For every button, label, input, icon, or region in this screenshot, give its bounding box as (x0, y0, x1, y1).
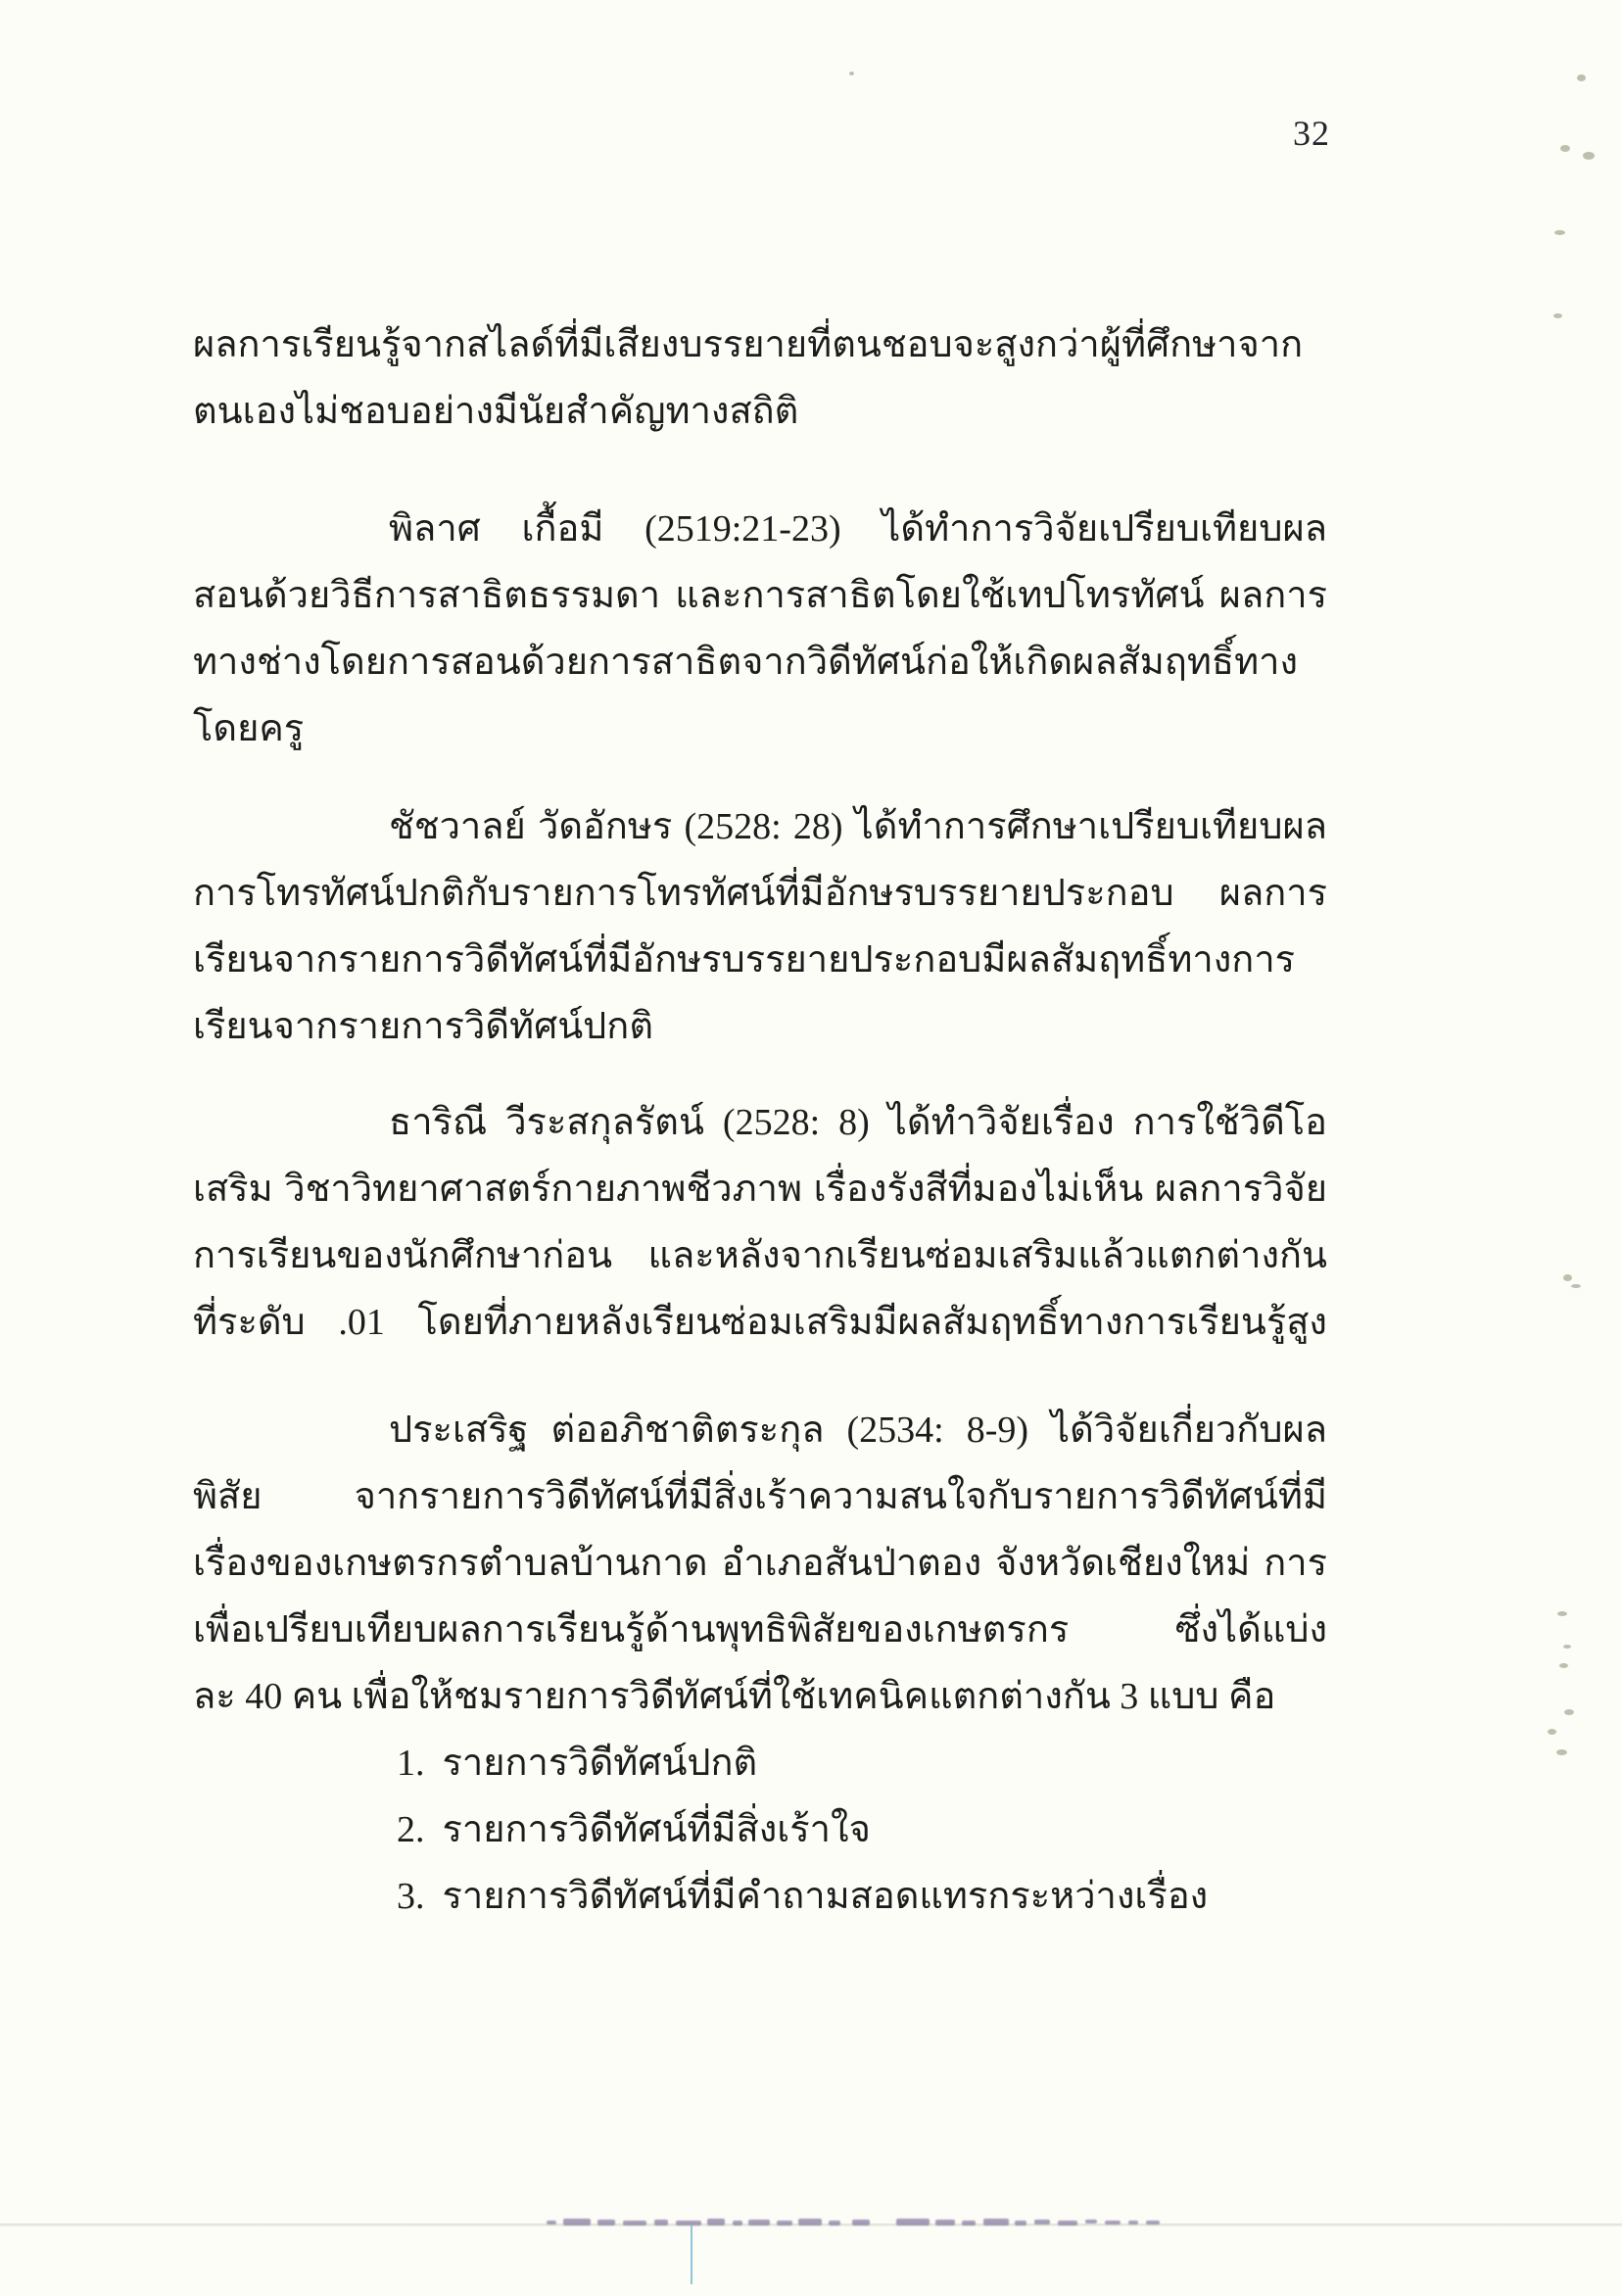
paragraph (193, 311, 1327, 445)
scan-speck (1571, 1284, 1581, 1288)
text-line: โดยครู (193, 708, 305, 749)
scan-speck (1559, 1663, 1568, 1668)
scan-speck (1554, 230, 1565, 235)
paragraph (193, 496, 1327, 762)
list-item (193, 1796, 1327, 1863)
scan-bleed-mark (1085, 2220, 1097, 2224)
scan-bleed-mark (1128, 2221, 1138, 2224)
scan-speck (849, 72, 854, 75)
text-line: การโทรทัศน์ปกติกับรายการโทรทัศน์ที่มีอักษรบรรยายประกอบ ผลการ (193, 873, 1327, 914)
page-number: 32 (1293, 114, 1330, 153)
scan-speck (1560, 145, 1570, 152)
scan-bleed-mark (798, 2219, 822, 2225)
scan-bleed-mark (896, 2219, 930, 2225)
scan-bleed-mark (597, 2220, 615, 2225)
list-item (193, 1863, 1327, 1930)
list-marker: 1. (397, 1743, 425, 1784)
text-line: เสริม วิชาวิทยาศาสตร์กายภาพชีวภาพ เรื่องรังสีที่มองไม่เห็น ผลการวิจัย (193, 1169, 1327, 1210)
list-marker: 3. (397, 1876, 425, 1917)
scan-bleed-mark (1015, 2221, 1026, 2225)
text-line: ตนเองไม่ชอบอย่างมีนัยสำคัญทางสถิติ (193, 391, 799, 432)
list-text: รายการวิดีทัศน์ที่มีคำถามสอดแทรกระหว่างเรื่อง (442, 1876, 1209, 1917)
video-technique-list (193, 1730, 1327, 1930)
scan-bleed-mark (777, 2221, 792, 2225)
list-text: รายการวิดีทัศน์ปกติ (442, 1743, 758, 1784)
paragraph (193, 1089, 1327, 1356)
scan-speck (1564, 1709, 1574, 1715)
text-line: เพื่อเปรียบเทียบผลการเรียนรู้ด้านพุทธิพิสัยของเกษตรกร ซึ่งได้แบ่ง (193, 1609, 1327, 1650)
scan-speck (1557, 1611, 1567, 1616)
scan-speck (1583, 152, 1595, 160)
paragraph (193, 1397, 1327, 1730)
paragraph (193, 793, 1327, 1060)
scan-bleed-mark (547, 2221, 556, 2224)
scan-bleed-mark (563, 2219, 591, 2225)
text-line: ประเสริฐ ต่ออภิชาติตระกุล (2534: 8-9) ได้วิจัยเกี่ยวกับผล (389, 1410, 1327, 1451)
scan-vertical-line (691, 2225, 692, 2284)
scan-bleed-mark (983, 2219, 1009, 2225)
scan-speck (1553, 313, 1562, 318)
text-line: ธาริณี วีระสกุลรัตน์ (2528: 8) ได้ทำวิจัยเรื่อง การใช้วิดีโอ (389, 1102, 1327, 1143)
scan-bleed-mark (962, 2221, 976, 2225)
document-text-body (193, 311, 1327, 1930)
scan-speck (1548, 1729, 1556, 1735)
text-line: ละ 40 คน เพื่อให้ชมรายการวิดีทัศน์ที่ใช้เทคนิคแตกต่างกัน 3 แบบ คือ (193, 1676, 1276, 1717)
text-line: ชัชวาลย์ วัดอักษร (2528: 28) ได้ทำการศึกษาเปรียบเทียบผล (389, 806, 1327, 847)
scan-bleed-mark (707, 2219, 725, 2225)
text-line: สอนด้วยวิธีการสาธิตธรรมดา และการสาธิตโดยใช้เทปโทรทัศน์ ผลการ (193, 575, 1327, 616)
scan-bleed-mark (1034, 2220, 1050, 2224)
scan-speck (1563, 1645, 1571, 1649)
scan-bleed-mark (676, 2221, 701, 2225)
scan-speck (1556, 1749, 1567, 1755)
scan-bleed-mark (1146, 2221, 1160, 2224)
text-line: พิสัย จากรายการวิดีทัศน์ที่มีสิ่งเร้าความสนใจกับรายการวิดีทัศน์ที่มี (193, 1476, 1327, 1517)
scan-bleed-mark (654, 2220, 668, 2225)
text-line: ที่ระดับ .01 โดยที่ภายหลังเรียนซ่อมเสริมมีผลสัมฤทธิ์ทางการเรียนรู้สูง (193, 1302, 1327, 1343)
text-line: ผลการเรียนรู้จากสไลด์ที่มีเสียงบรรยายที่ตนชอบจะสูงกว่าผู้ที่ศึกษาจาก (193, 324, 1304, 365)
text-line: การเรียนของนักศึกษาก่อน และหลังจากเรียนซ่อมเสริมแล้วแตกต่างกัน (193, 1235, 1327, 1276)
scan-bleed-mark (733, 2221, 742, 2225)
text-line: ทางช่างโดยการสอนด้วยการสาธิตจากวิดีทัศน์ก่อให้เกิดผลสัมฤทธิ์ทาง (193, 642, 1299, 683)
scan-speck (1577, 74, 1586, 81)
text-line: เรียนจากรายการวิดีทัศน์ที่มีอักษรบรรยายประกอบมีผลสัมฤทธิ์ทางการ (193, 939, 1296, 981)
text-line: เรื่องของเกษตรกรตำบลบ้านกาด อำเภอสันป่าตอง จังหวัดเชียงใหม่ การ (193, 1543, 1327, 1584)
text-line: เรียนจากรายการวิดีทัศน์ปกติ (193, 1006, 653, 1047)
scan-bleed-mark (852, 2220, 870, 2225)
list-marker: 2. (397, 1809, 425, 1850)
scan-bleed-mark (1058, 2221, 1077, 2225)
scan-bleed-mark (1105, 2221, 1121, 2224)
list-text: รายการวิดีทัศน์ที่มีสิ่งเร้าใจ (442, 1809, 871, 1850)
scan-bleed-mark (623, 2221, 646, 2225)
scan-bleed-mark (935, 2220, 955, 2225)
text-line: พิลาศ เกื้อมี (2519:21-23) ได้ทำการวิจัยเปรียบเทียบผล (389, 508, 1327, 550)
scan-speck (1563, 1274, 1572, 1281)
scan-bleed-mark (829, 2221, 840, 2225)
list-item (193, 1730, 1327, 1796)
scan-bleed-mark (748, 2220, 770, 2225)
